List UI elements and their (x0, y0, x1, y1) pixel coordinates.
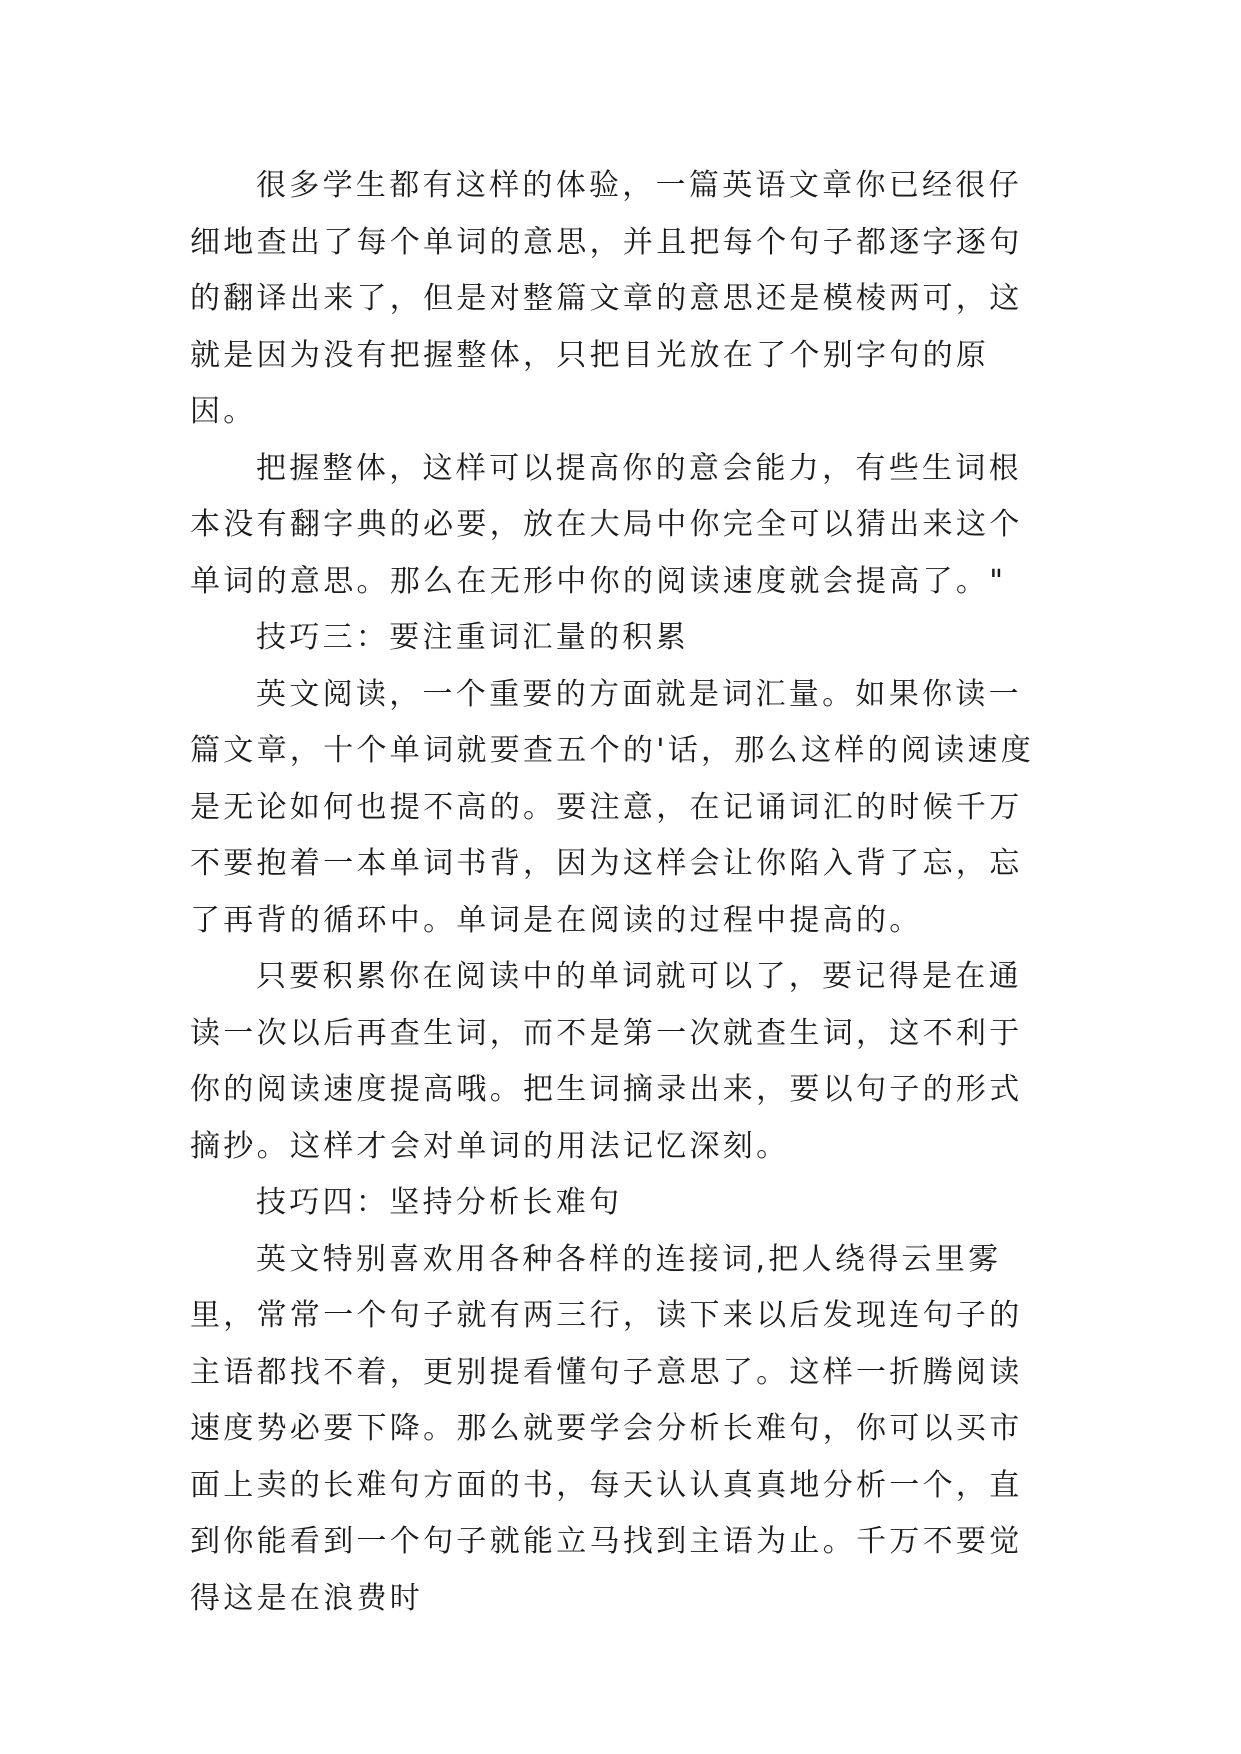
paragraph: 只要积累你在阅读中的单词就可以了，要记得是在通读一次以后再查生词，而不是第一次就查生词，这不利于你的阅读速度提高哦。把生词摘录出来，要以句子的形式摘抄。这样才会对单词的用法记忆深刻。 (190, 959, 1023, 1164)
paragraph: 很多学生都有这样的体验，一篇英语文章你已经很仔细地查出了每个单词的意思，并且把每个句子都逐字逐句的翻译出来了，但是对整篇文章的意思还是模棱两可，这就是因为没有把握整体，只把目光放在了个别字句的原因。 (190, 168, 1023, 429)
paragraph: 把握整体，这样可以提高你的意会能力，有些生词根本没有翻字典的必要，放在大局中你完全可以猜出来这个单词的意思。那么在无形中你的阅读速度就会提高了。" (190, 450, 1023, 599)
paragraph: 英文特别喜欢用各种各样的连接词,把人绕得云里雾里，常常一个句子就有两三行，读下来以后发现连句子的主语都找不着，更别提看懂句子意思了。这样一折腾阅读速度势必要下降。那么就要学会分析长难句，你可以买市面上卖的长难句方面的书，每天认认真真地分析一个，直到你能看到一个句子就能立马找到主语为止。千万不要觉得这是在浪费时 (190, 1241, 1023, 1616)
section-heading: 技巧三：要注重词汇量的积累 (256, 620, 689, 655)
document-body (190, 158, 1052, 1627)
section-heading: 技巧四：坚持分析长难句 (256, 1185, 623, 1220)
paragraph: 英文阅读，一个重要的方面就是词汇量。如果你读一篇文章，十个单词就要查五个的'话，那么这样的阅读速度是无论如何也提不高的。要注意，在记诵词汇的时候千万不要抱着一本单词书背，因为这样会让你陷入背了忘，忘了再背的循环中。单词是在阅读的过程中提高的。 (190, 676, 1035, 938)
